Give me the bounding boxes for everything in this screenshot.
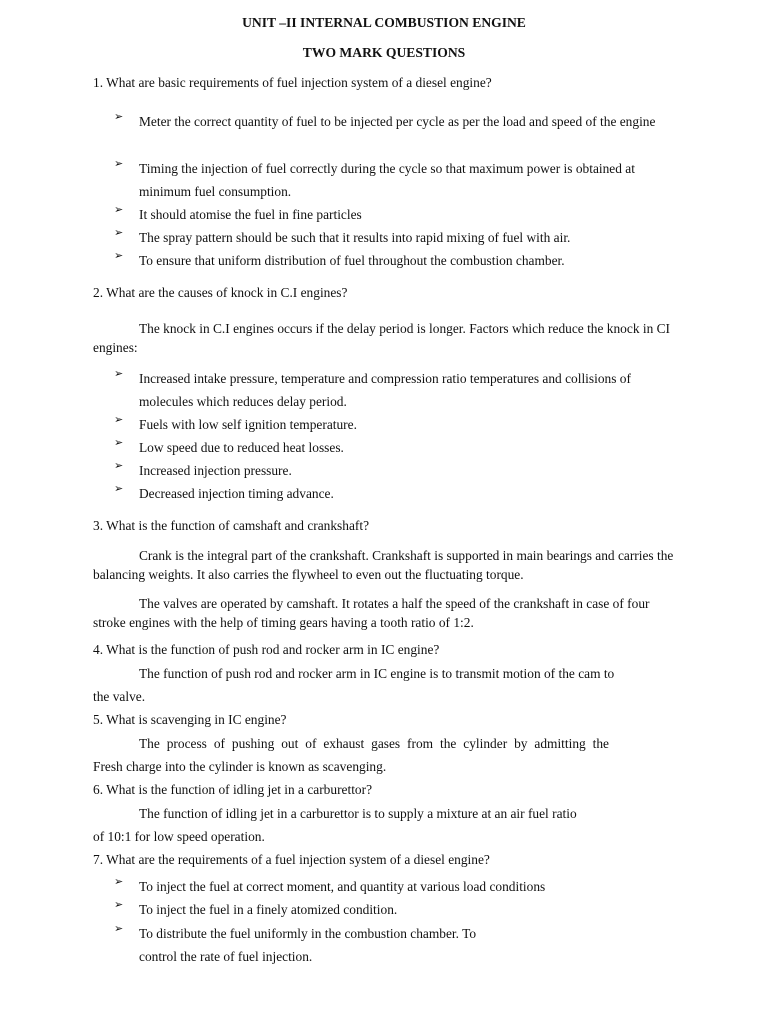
arrow-bullet-icon: ➢ [114, 226, 124, 239]
arrow-bullet-icon: ➢ [114, 110, 124, 123]
question-6: 6. What is the function of idling jet in a carburettor? [93, 782, 373, 797]
bullet-text: Decreased injection timing advance. [139, 486, 334, 501]
arrow-bullet-icon: ➢ [114, 459, 124, 472]
answer-paragraph: Crank is the integral part of the crankshaft. Crankshaft is supported in main bearings and carries the balancing weights. It also carries the flywheel to even out the fluctuating torque. [93, 548, 674, 582]
arrow-bullet-icon: ➢ [114, 875, 124, 888]
arrow-bullet-icon: ➢ [114, 367, 124, 380]
bullet-text: Meter the correct quantity of fuel to be injected per cycle as per the load and speed of the engine [139, 114, 656, 129]
bullet-text: The spray pattern should be such that it results into rapid mixing of fuel with air. [139, 230, 571, 245]
bullet-text: Increased injection pressure. [139, 463, 292, 478]
bullet-text: To inject the fuel at correct moment, and quantity at various load conditions [139, 879, 546, 894]
arrow-bullet-icon: ➢ [114, 157, 124, 170]
answer-line: the valve. [93, 689, 146, 704]
answer-line: The process of pushing out of exhaust gases from the cylinder by admitting the [139, 736, 609, 751]
answer-paragraph: The valves are operated by camshaft. It rotates a half the speed of the crankshaft in case of four stroke engines with the help of timing gears having a tooth ratio of 1:2. [93, 596, 650, 630]
bullet-text: To inject the fuel in a finely atomized condition. [139, 902, 398, 917]
arrow-bullet-icon: ➢ [114, 482, 124, 495]
arrow-bullet-icon: ➢ [114, 413, 124, 426]
arrow-bullet-icon: ➢ [114, 898, 124, 911]
bullet-text: To distribute the fuel uniformly in the combustion chamber. To [139, 926, 477, 941]
question-3: 3. What is the function of camshaft and crankshaft? [93, 518, 370, 533]
section-title: TWO MARK QUESTIONS [302, 45, 466, 60]
bullet-text: To ensure that uniform distribution of fuel throughout the combustion chamber. [139, 253, 565, 268]
bullet-text: Timing the injection of fuel correctly during the cycle so that maximum power is obtained at minimum fuel consumption. [139, 161, 635, 199]
arrow-bullet-icon: ➢ [114, 922, 124, 935]
bullet-text: It should atomise the fuel in fine particles [139, 207, 362, 222]
bullet-text: control the rate of fuel injection. [139, 949, 313, 964]
answer-line: The function of push rod and rocker arm in IC engine is to transmit motion of the cam to [139, 666, 615, 681]
answer-line: The function of idling jet in a carburettor is to supply a mixture at an air fuel ratio [139, 806, 577, 821]
question-4: 4. What is the function of push rod and rocker arm in IC engine? [93, 642, 440, 657]
arrow-bullet-icon: ➢ [114, 436, 124, 449]
answer-paragraph: The knock in C.I engines occurs if the delay period is longer. Factors which reduce the knock in CI engines: [93, 321, 671, 355]
question-7: 7. What are the requirements of a fuel injection system of a diesel engine? [93, 852, 490, 867]
question-1: 1. What are basic requirements of fuel injection system of a diesel engine? [93, 75, 492, 90]
arrow-bullet-icon: ➢ [114, 203, 124, 216]
bullet-text: Low speed due to reduced heat losses. [139, 440, 344, 455]
answer-line: of 10:1 for low speed operation. [93, 829, 265, 844]
question-2: 2. What are the causes of knock in C.I engines? [93, 285, 348, 300]
arrow-bullet-icon: ➢ [114, 249, 124, 262]
bullet-text: Increased intake pressure, temperature and compression ratio temperatures and collisions of molecules which reduces delay period. [139, 371, 631, 409]
answer-line: Fresh charge into the cylinder is known as scavenging. [93, 759, 387, 774]
bullet-text: Fuels with low self ignition temperature. [139, 417, 357, 432]
question-5: 5. What is scavenging in IC engine? [93, 712, 287, 727]
unit-title: UNIT –II INTERNAL COMBUSTION ENGINE [242, 15, 526, 30]
